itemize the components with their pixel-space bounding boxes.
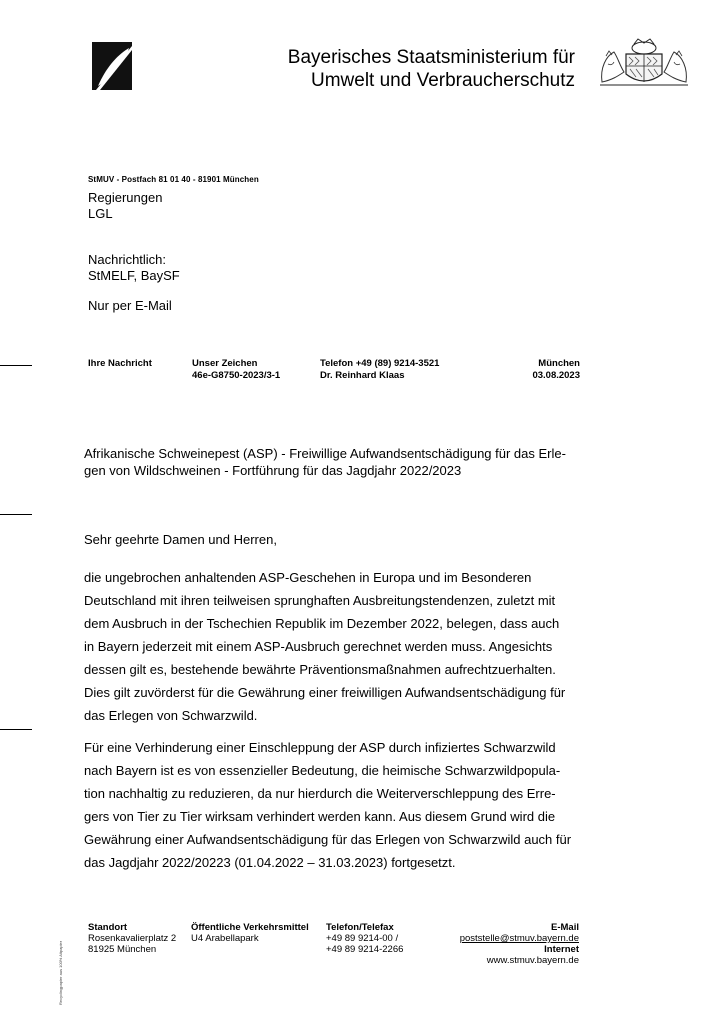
paragraph-2-line: gers von Tier zu Tier wirksam verhindert werden kann. Aus diesem Grund wird die (84, 809, 556, 824)
footer-internet-link[interactable]: www.stmuv.bayern.de (486, 955, 579, 966)
ref-telefon-name: Dr. Reinhard Klaas (320, 370, 405, 381)
recycling-paper-note: Recyclingpapier aus 100% Altpapier (58, 940, 63, 1005)
ministry-logo (92, 42, 132, 90)
recipient-2: LGL (88, 206, 113, 221)
footer-telefon-label: Telefon/Telefax (326, 922, 394, 933)
subject-line-1: Afrikanische Schweinepest (ASP) - Freiwillige Aufwandsentschädigung für das Erle- (84, 446, 566, 461)
footer-standort-line1: Rosenkavalierplatz 2 (88, 933, 177, 944)
subject-line-2: gen von Wildschweinen - Fortführung für das Jagdjahr 2022/2023 (84, 463, 462, 478)
paragraph-1-line: in Bayern jederzeit mit einem ASP-Ausbruch gerechnet werden muss. Angesichts (84, 639, 553, 654)
paragraph-2-line: das Jagdjahr 2022/20223 (01.04.2022 – 31.03.2023) fortgesetzt. (84, 855, 456, 870)
ref-ort: München (538, 358, 580, 369)
paragraph-1-line: dessen gilt es, bestehende bewährte Präventionsmaßnahmen aufrechtzuerhalten. (84, 662, 556, 677)
fold-mark-3 (0, 729, 32, 730)
ministry-name-line2: Umwelt und Verbraucherschutz (310, 70, 575, 91)
subject (84, 445, 584, 479)
recipient-1: Regierungen (88, 190, 163, 205)
footer-email-label: E-Mail (551, 922, 579, 933)
paragraph-1 (84, 566, 594, 727)
ref-telefon (320, 358, 439, 382)
footer-email-link[interactable]: poststelle@stmuv.bayern.de (459, 933, 579, 944)
sender-address-line: StMUV - Postfach 81 01 40 - 81901 München (88, 175, 259, 184)
footer-oepnv-value: U4 Arabellapark (191, 933, 259, 944)
footer-standort-label: Standort (88, 922, 128, 933)
cc-label: Nachrichtlich: (88, 252, 167, 267)
fold-mark-1 (0, 365, 32, 366)
paragraph-1-line: dem Ausbruch in der Tschechien Republik im Dezember 2022, belegen, dass auch (84, 616, 560, 631)
paragraph-1-line: das Erlegen von Schwarzwild. (84, 708, 258, 723)
ref-datum: 03.08.2023 (532, 370, 580, 381)
ministry-name-line1: Bayerisches Staatsministerium für (287, 47, 575, 68)
footer-oepnv-label: Öffentliche Verkehrsmittel (191, 922, 309, 933)
ref-unser-zeichen-value: 46e-G8750-2023/3-1 (192, 370, 281, 381)
footer-telefon-line1: +49 89 9214-00 / (326, 933, 399, 944)
paragraph-2-line: Für eine Verhinderung einer Einschleppung der ASP durch infiziertes Schwarzwild (84, 740, 556, 755)
ministry-name (250, 46, 575, 92)
paragraph-1-line: Dies gilt zuvörderst für die Gewährung einer freiwilligen Aufwandsentschädigung für (84, 685, 566, 700)
salutation: Sehr geehrte Damen und Herren, (84, 532, 277, 547)
cc-block (88, 252, 180, 284)
ref-ihre-nachricht: Ihre Nachricht (88, 358, 152, 369)
paragraph-2-line: tion nachhaltig zu reduzieren, da nur hierdurch die Weiterverschleppung des Erre- (84, 786, 556, 801)
footer-telefon-line2: +49 89 9214-2266 (326, 944, 404, 955)
ref-telefon-label: Telefon +49 (89) 9214-3521 (320, 358, 440, 369)
fold-mark-2 (0, 514, 32, 515)
footer-oepnv (191, 922, 309, 944)
paragraph-2-line: nach Bayern ist es von essenzieller Bedeutung, die heimische Schwarzwildpopula- (84, 763, 561, 778)
ref-unser-zeichen (192, 358, 280, 382)
paragraph-2 (84, 736, 594, 874)
footer-standort-line2: 81925 München (88, 944, 157, 955)
footer-contact (430, 922, 579, 966)
recipient-block (88, 190, 162, 222)
ref-ort-datum (480, 358, 580, 382)
cc-value: StMELF, BaySF (88, 268, 180, 283)
bavarian-coat-of-arms-icon (596, 38, 692, 88)
footer-standort (88, 922, 176, 955)
paragraph-2-line: Gewährung einer Aufwandsentschädigung für das Erlegen von Schwarzwild auch für (84, 832, 572, 847)
ref-unser-zeichen-label: Unser Zeichen (192, 358, 258, 369)
footer-internet-label: Internet (544, 944, 579, 955)
paragraph-1-line: Deutschland mit ihren teilweisen sprunghaften Ausbreitungstendenzen, zuletzt mit (84, 593, 556, 608)
delivery-note: Nur per E-Mail (88, 298, 172, 313)
footer-telefon (326, 922, 403, 955)
paragraph-1-line: die ungebrochen anhaltenden ASP-Geschehen in Europa und im Besonderen (84, 570, 532, 585)
